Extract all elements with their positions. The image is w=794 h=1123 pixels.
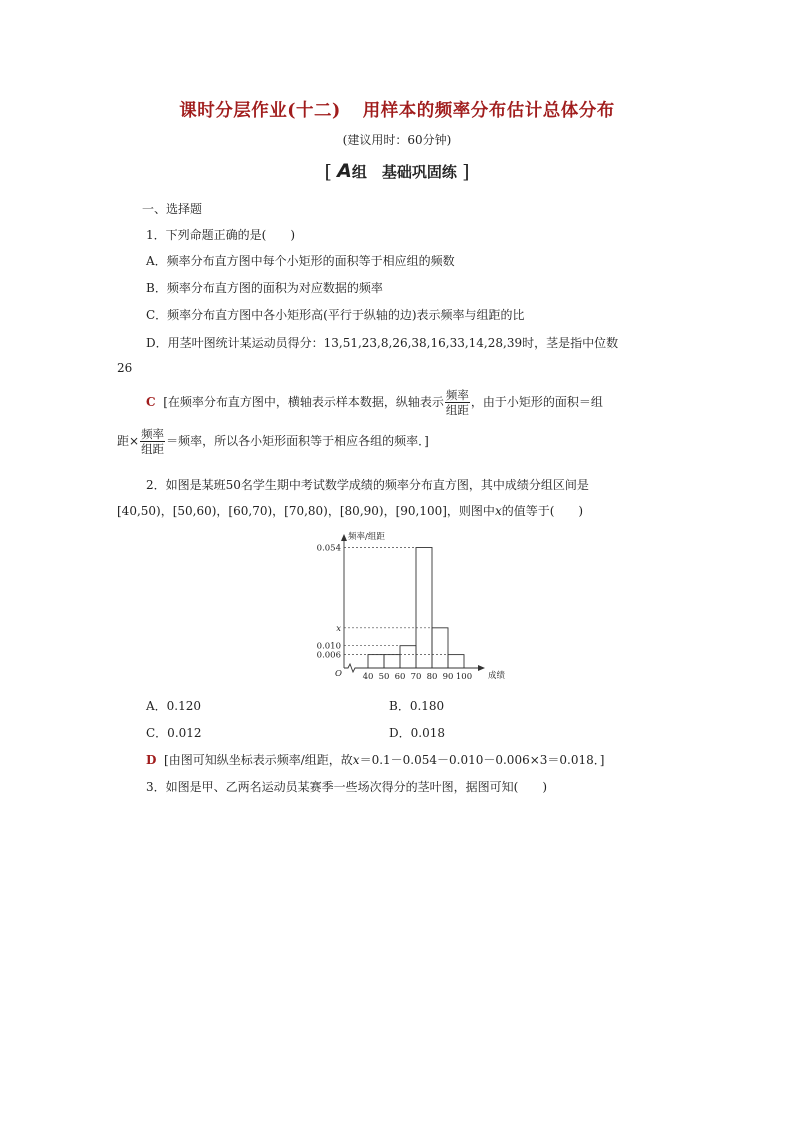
q1-expl-text-2: ，由于小矩形的面积＝组: [470, 395, 603, 409]
q1-expl-text-4: ＝频率，所以各小矩形面积等于相应各组的频率．]: [166, 434, 429, 448]
frac-denominator-2: 组距: [141, 442, 165, 456]
q2-option-c: C．0.012: [146, 726, 202, 740]
origin-label: O: [335, 669, 342, 679]
y-axis-arrow: [341, 534, 347, 541]
group-heading: [0, 160, 794, 183]
frac-numerator-2: 频率: [141, 427, 165, 441]
q2-intervals: [40,50)，[50,60)，[60,70)，[70,80)，[80,90)，[90,100]，则图中: [117, 504, 495, 518]
q2-answer: D: [146, 753, 157, 767]
fraction-freq-over-width-2: [140, 427, 165, 456]
q2-expl-text-1: [由图可知纵坐标表示频率/组距，故: [164, 753, 353, 767]
q1-stem: 1．下列命题正确的是( ): [146, 228, 295, 242]
x-tick-label: 70: [410, 672, 422, 682]
histogram-bar: [400, 646, 416, 668]
group-bracket-close: ]: [462, 161, 470, 183]
histogram-bar: [416, 547, 432, 668]
q2-expl-text-2: ＝0.1－0.054－0.010－0.006×3＝0.018．]: [359, 753, 605, 767]
q1-option-c: C．频率分布直方图中各小矩形高(平行于纵轴的边)表示频率与组距的比: [146, 308, 525, 322]
q1-expl-text-1: [在频率分布直方图中，横轴表示样本数据，纵轴表示: [163, 395, 444, 409]
q1-option-a: A．频率分布直方图中每个小矩形的面积等于相应组的频数: [146, 254, 455, 268]
q2-option-b: B．0.180: [389, 699, 445, 713]
section-heading: 一、选择题: [142, 202, 203, 216]
q2-expl-var-x: x: [352, 753, 360, 767]
title-right: 用样本的频率分布估计总体分布: [362, 101, 615, 121]
time-suggestion: (建议用时：60分钟): [342, 133, 452, 147]
x-tick-label: 80: [426, 672, 438, 682]
y-axis-label: 频率/组距: [348, 532, 385, 542]
title-left: 课时分层作业(十二): [179, 101, 341, 121]
q2-explanation: [146, 751, 604, 768]
q1-answer: C: [146, 395, 156, 409]
y-tick-label: 0.054: [316, 543, 341, 554]
q1-option-d-cont: 26: [117, 361, 133, 375]
x-tick-label: 50: [378, 672, 390, 682]
q2-stem-tail: 的值等于( ): [501, 504, 584, 518]
histogram-bar: [384, 655, 400, 668]
q1-option-d: D．用茎叶图统计某运动员得分：13,51,23,8,26,38,16,33,14,28,39时，茎是指中位数: [146, 336, 619, 350]
group-bracket-open: [: [324, 161, 332, 183]
q2-option-d: D．0.018: [389, 726, 445, 740]
q1-explanation-line2: [117, 427, 429, 456]
q2-var-x: x: [494, 504, 502, 518]
histogram-bar: [448, 655, 464, 668]
page-title: [0, 97, 794, 122]
histogram-bar: [432, 628, 448, 668]
frac-denominator: 组距: [445, 403, 469, 417]
q1-expl-text-3: 距×: [117, 434, 140, 448]
x-tick-label: 100: [455, 672, 473, 682]
q2-stem-line2: [117, 502, 583, 519]
q3-stem: 3．如图是甲、乙两名运动员某赛季一些场次得分的茎叶图，据图可知( ): [146, 780, 548, 794]
q1-option-b: B．频率分布直方图的面积为对应数据的频率: [146, 281, 383, 295]
fraction-freq-over-width: [445, 388, 470, 417]
x-tick-label: 60: [394, 672, 406, 682]
q1-explanation-line1: [146, 388, 603, 417]
frequency-histogram: [306, 528, 526, 688]
histogram-bar: [368, 655, 384, 668]
group-letter: A: [337, 160, 352, 182]
y-tick-label: 0.006: [316, 650, 341, 661]
x-axis-label: 成绩: [488, 671, 506, 681]
q2-option-a: A．0.120: [146, 699, 202, 713]
y-tick-label: 0.010: [316, 641, 341, 652]
group-label: 组 基础巩固练: [351, 163, 457, 181]
x-tick-label: 40: [362, 672, 374, 682]
q2-stem-line1: 2．如图是某班50名学生期中考试数学成绩的频率分布直方图，其中成绩分组区间是: [146, 478, 589, 492]
frac-numerator: 频率: [445, 388, 469, 402]
x-axis-arrow: [478, 665, 485, 671]
y-tick-label: x: [336, 623, 341, 634]
x-tick-label: 90: [442, 672, 454, 682]
